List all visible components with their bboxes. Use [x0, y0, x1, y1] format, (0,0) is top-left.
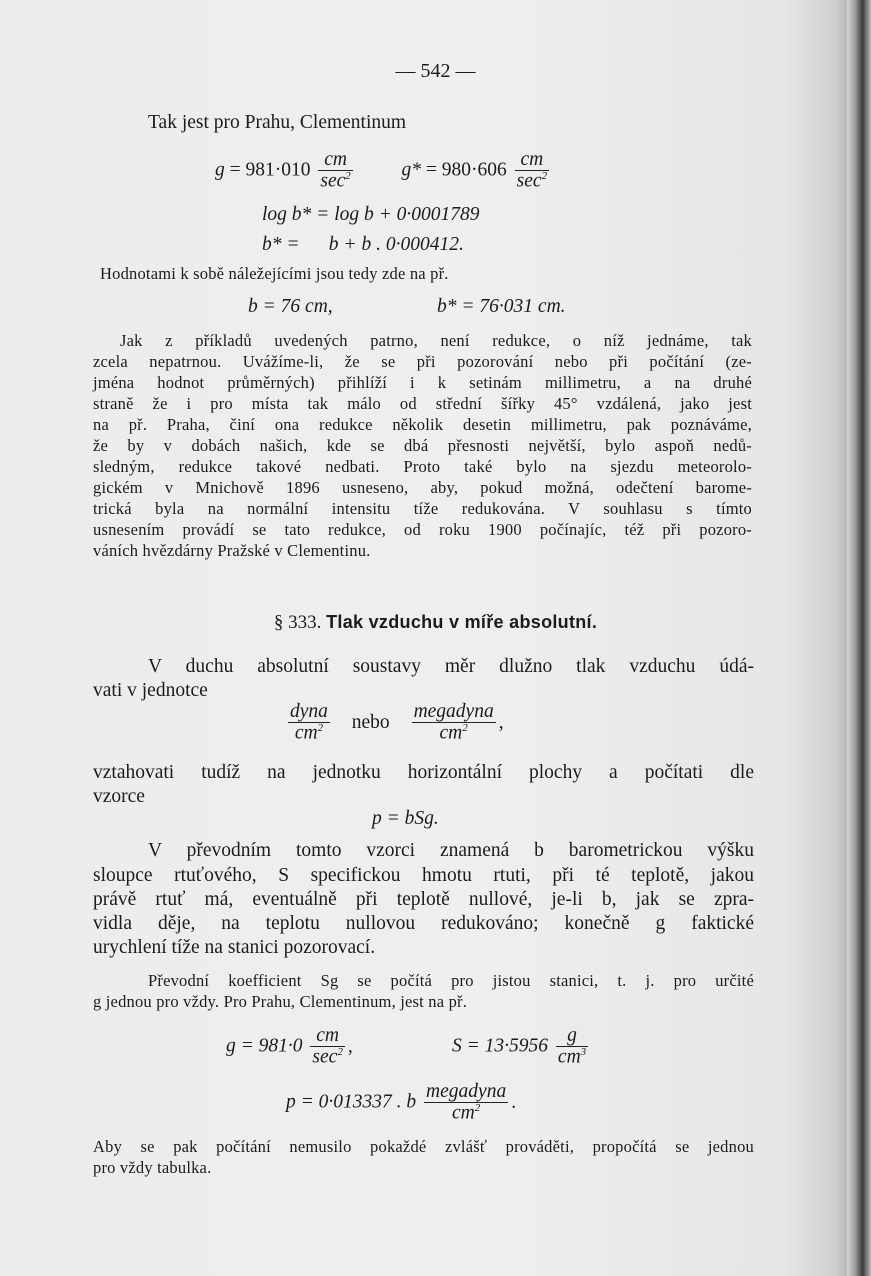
- values-line: Hodnotami k sobě náležejícími jsou tedy zde na př.: [100, 264, 449, 283]
- equation-b-value: b = 76 cm,: [248, 296, 333, 317]
- intro-line: Tak jest pro Prahu, Clementinum: [148, 112, 407, 133]
- book-binding-edge: [847, 0, 871, 1276]
- units-nebo: nebo: [351, 712, 390, 734]
- paragraph1-line: že by v dobách našich, kde se dbá přesnosti největší, bylo aspoň nedů-: [93, 436, 752, 455]
- eq-g-unit-fraction: $\frac{cm}{\sec^2}$: [320, 149, 351, 192]
- paragraph4-line: sloupce rtuťového, S specifickou hmotu rtuti, při té teplotě, jakou: [93, 865, 754, 886]
- paragraph4-line: vidla děje, na teplotu nullovou redukováno; konečně g faktické: [93, 913, 754, 934]
- paragraph1-line: jména hodnot průměrných) přihlíží i k setinám millimetru, a na druhé: [93, 373, 752, 392]
- paragraph2-line: vati v jednotce: [93, 680, 208, 701]
- paragraph3-line: vzorce: [93, 786, 145, 807]
- eq-gstar-unit-fraction: $\frac{cm}{\sec^2}$: [516, 149, 548, 192]
- paragraph4-line: urychlení tíže na stanici pozorovací.: [93, 937, 376, 958]
- section-heading: [0, 612, 871, 634]
- eq-final-p-unit-fraction: $\frac{\text{megadyna}}{cm^2}$: [426, 1081, 507, 1124]
- paragraph5-line: g jednou pro vždy. Pro Prahu, Clementinum, jest na př.: [93, 992, 468, 1011]
- equation-bstar-value: b* = 76·031 cm.: [437, 296, 566, 317]
- paragraph3-line: vztahovati tudíž na jednotku horizontální plochy a počítati dle: [93, 762, 754, 783]
- paragraph1-line: straně že i pro místa tak málo od střední šířky 45° vzdálená, jako jest: [93, 394, 752, 413]
- formula-p: p = bSg.: [372, 808, 439, 829]
- paragraph1-line: gickém v Mnichově 1896 usneseno, aby, pokud možná, odečtení barome-: [93, 478, 752, 497]
- page-number: — 542 —: [395, 60, 476, 82]
- unit-megadyna-fraction: $\frac{\text{megadyna}}{cm^2}$: [413, 701, 494, 744]
- equation-final-p: p = 0·013337 . b $\frac{\text{megadyna}}{cm^2}$ .: [286, 1081, 517, 1124]
- closing-line: Aby se pak počítání nemusilo pokaždé zvlášť prováděti, propočítá se jednou: [93, 1137, 754, 1156]
- paragraph1-line: trická byla na normální intensitu tíže redukována. V souhlasu s tímto: [93, 499, 752, 518]
- equation-bstar: b* = b + b . 0·000412.: [262, 234, 464, 255]
- paragraph4-line: právě rtuť má, eventuálně při teplotě nullové, je-li b, jak se zpra-: [93, 889, 754, 910]
- paragraph1-line: sledným, redukce takové nedbati. Proto také bylo na sjezdu meteorolo-: [93, 457, 752, 476]
- section-title: Tlak vzduchu v míře absolutní.: [326, 612, 598, 632]
- paragraph2-line: V duchu absolutní soustavy měr dlužno tlak vzduchu údá-: [148, 656, 754, 677]
- paragraph1-line: Jak z příkladů uvedených patrno, není redukce, o níž jednáme, tak: [120, 331, 752, 350]
- eq-gstar-value: g* = 980·606: [401, 159, 507, 181]
- units-comma: ,: [498, 712, 504, 734]
- equation-gravity: [215, 150, 552, 192]
- paragraph1-line: usnesením provádí se tato redukce, od roku 1900 počínajíc, též při pozoro-: [93, 520, 752, 539]
- paragraph5-line: Převodní koefficient Sg se počítá pro jistou stanici, t. j. pro určité: [148, 971, 754, 990]
- equation-final-S: S = 13·5956 $\frac{g}{cm^3}$: [452, 1025, 587, 1068]
- paragraph4-line: V převodním tomto vzorci znamená b barometrickou výšku: [148, 840, 754, 861]
- eq-g-value: g = 981·010: [215, 159, 311, 181]
- equation-log: log b* = log b + 0·0001789: [262, 204, 480, 225]
- paragraph1-line: na př. Praha, činí ona redukce několik desetin millimetru, pak poznáváme,: [93, 415, 752, 434]
- closing-line: pro vždy tabulka.: [93, 1158, 212, 1177]
- paragraph1-line: váních hvězdárny Pražské v Clementinu.: [93, 541, 371, 560]
- eq-final-g-unit-fraction: $\frac{cm}{\sec^2}$: [312, 1025, 343, 1068]
- section-number: § 333.: [273, 612, 322, 633]
- paragraph1-line: zcela nepatrnou. Uvážíme-li, že se při pozorování nebo při počítání (ze-: [93, 352, 752, 371]
- eq-final-S-unit-fraction: $\frac{g}{cm^3}$: [557, 1025, 587, 1068]
- unit-dyna-fraction: $\frac{\text{dyna}}{cm^2}$: [290, 701, 328, 744]
- equation-final-g: g = 981·0 $\frac{cm}{\sec^2}$ ,: [226, 1025, 353, 1068]
- units-line: [285, 702, 504, 744]
